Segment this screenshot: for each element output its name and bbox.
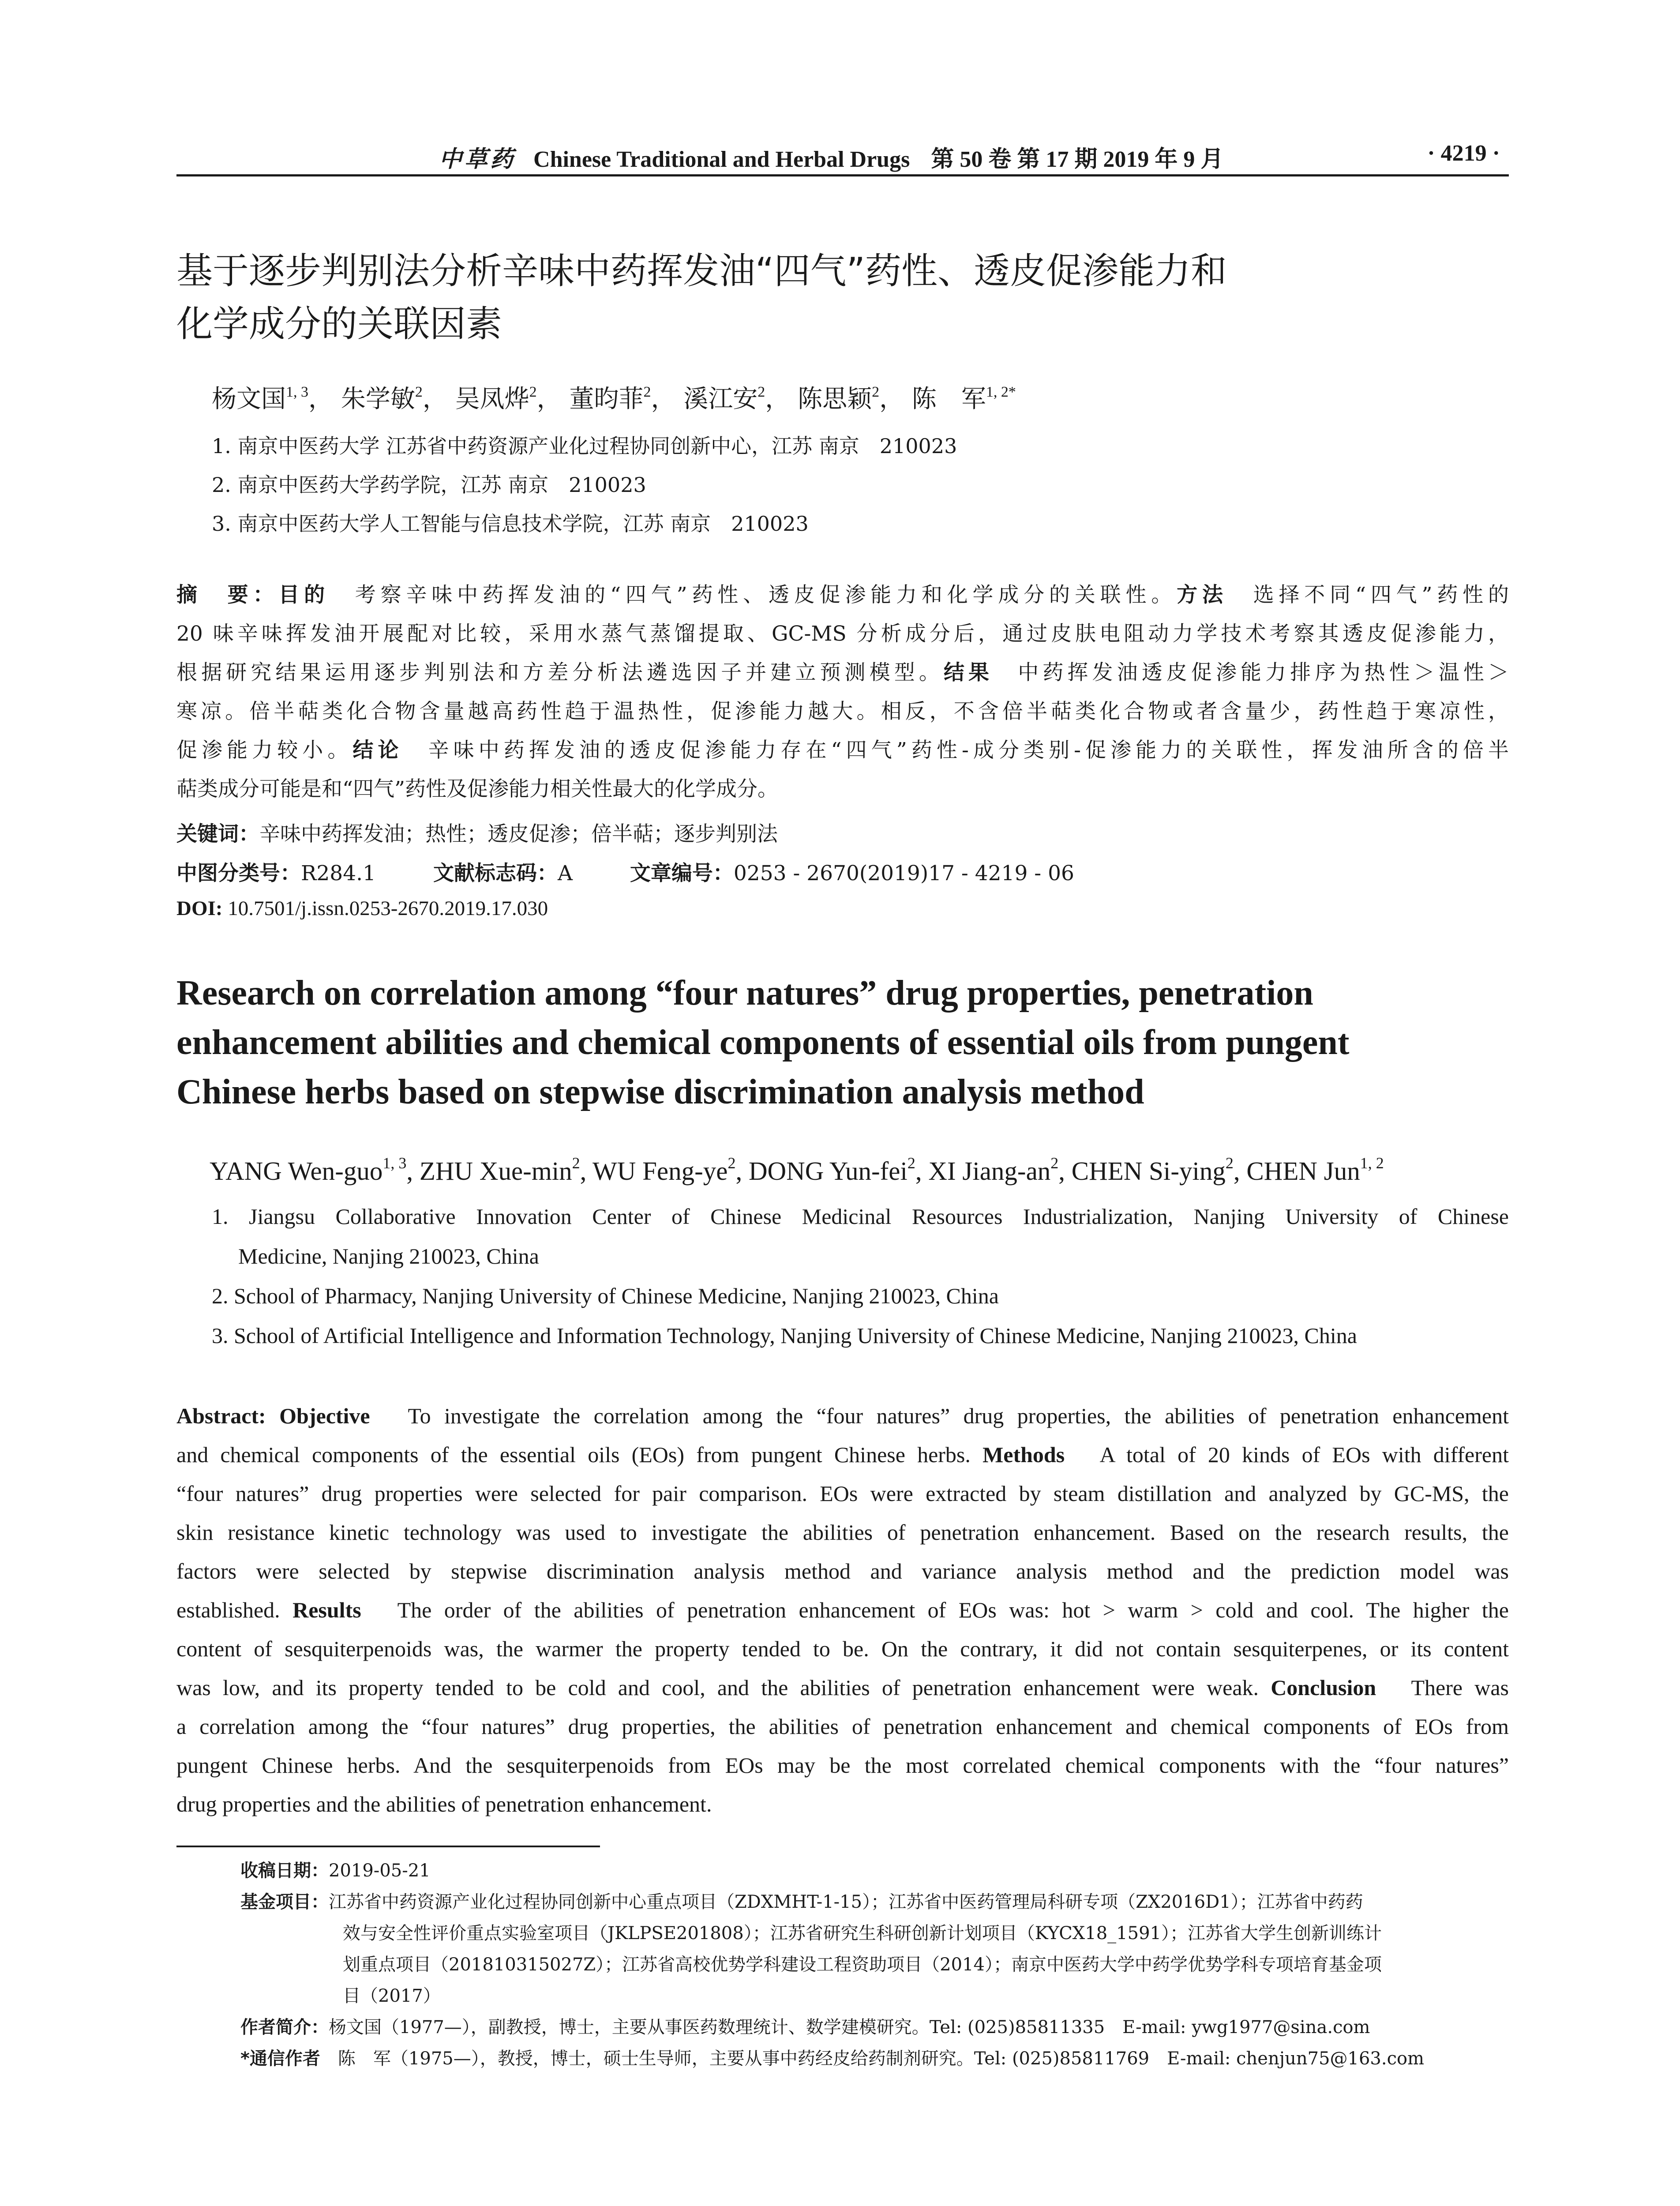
footnote-fund [240,1887,1509,2012]
cn-author-sup: 1, 2* [986,384,1016,400]
en-abstract-line [176,1591,1509,1629]
en-methods-label: Methods [982,1442,1065,1467]
keywords-label: 关键词： [176,822,259,846]
cn-objective-text: 考察辛味中药挥发油的“四气”药性、透皮促渗能力和化学成分的关联性。 [329,583,1177,607]
doi [176,896,548,920]
cn-abstract-label: 摘 要： [176,583,279,607]
cn-author: 杨文国 [212,385,286,413]
cn-author-sup: 2 [529,384,537,400]
cn-title [176,245,1509,351]
article-no-value: 0253 - 2670(2019)17 - 4219 - 06 [733,861,1074,885]
en-abstract-line: pungent Chinese herbs. And the sesquiterpenoids from EOs may be the most correlated chemical components with the “four natures” [176,1753,1509,1778]
cn-abstract-line [176,731,1509,770]
fund-line: 划重点项目（201810315027Z）；江苏省高校优势学科建设工程资助项目（2014）；南京中医药大学中药学优势学科专项培育基金项 [343,1955,1382,1975]
fund-line: 效与安全性评价重点实验室项目（JKLPSE201808）；江苏省研究生科研创新计划项目（KYCX18_1591）；江苏省大学生创新训练计 [343,1923,1382,1943]
received-label: 收稿日期： [240,1861,329,1881]
cn-author-sup: 2 [643,384,651,400]
footnotes [240,1855,1509,2075]
cn-author-sup: 2 [758,384,765,400]
cn-title-line: 化学成分的关联因素 [176,303,502,345]
en-abstract-line [176,1435,1509,1474]
cn-objective-label: 目的 [278,583,330,607]
cn-results-text: 中药挥发油透皮促渗能力排序为热性＞温性＞ [993,660,1509,685]
doc-code-value: A [557,861,573,885]
cn-results-label: 结果 [943,660,994,685]
en-title-line: Chinese herbs based on stepwise discrimination analysis method [176,1073,1144,1111]
en-author: ZHU Xue-min [419,1156,572,1186]
cn-author: 董昀菲 [569,385,644,413]
doi-label: DOI: [176,897,223,920]
en-author: DONG Yun-fei [748,1156,908,1186]
cn-title-line: 基于逐步判别法分析辛味中药挥发油“四气”药性、透皮促渗能力和 [176,250,1227,292]
fund-text: 江苏省中药资源产业化过程协同创新中心重点项目（ZDXMHT-1-15）；江苏省中医药管理局科研专项（ZX2016D1）；江苏省中药药 [329,1892,1363,1912]
clc-label: 中图分类号： [176,861,301,885]
en-abstract-text: There was [1376,1675,1509,1700]
en-author-sup: 1, 3 [382,1154,407,1172]
cn-affiliation-2: 2. 南京中医药大学药学院，江苏 南京 210023 [212,473,646,497]
en-results-label: Results [292,1598,361,1622]
page-number: · 4219 · [1427,141,1500,166]
author-bio-text: 杨文国（1977—），副教授，博士，主要从事医药数理统计、数学建模研究。Tel: (025)85811335 E-mail: ywg1977@sina.com [329,2017,1370,2037]
keywords-value: 辛味中药挥发油；热性；透皮促渗；倍半萜；逐步判别法 [259,822,778,846]
en-affiliation-1-cont: Medicine, Nanjing 210023, China [238,1244,539,1268]
cn-author-sup: 1, 3 [286,384,308,400]
received-value: 2019-05-21 [329,1861,431,1881]
corresponding-label: *通信作者 [240,2048,320,2069]
en-affiliation-1: 1. Jiangsu Collaborative Innovation Center of Chinese Medicinal Resources Industrialization, Nanjing University of Chinese [212,1204,1509,1229]
cn-abstract-line: 萜类成分可能是和“四气”药性及促渗能力相关性最大的化学成分。 [176,777,779,801]
en-abstract-line: content of sesquiterpenoids was, the warmer the property tended to be. On the contrary, it did not contain sesquiterpenes, or its content [176,1636,1509,1661]
journal-header [439,140,1223,173]
cn-author: 陈思颖 [798,385,872,413]
cn-classification [176,857,1074,886]
cn-abstract-line: 20 味辛味挥发油开展配对比较，采用水蒸气蒸馏提取、GC-MS 分析成分后，通过皮肤电阻动力学技术考察其透皮促渗能力， [176,622,1509,646]
footnote-corresponding [240,2043,1509,2075]
cn-affiliation-3: 3. 南京中医药大学人工智能与信息技术学院，江苏 南京 210023 [212,512,809,536]
footnote-author [240,2012,1509,2043]
cn-author: 朱学敏 [341,385,415,413]
header-rule [176,174,1509,176]
en-author-sup: 1, 2 [1360,1154,1384,1172]
footnote-rule [176,1846,600,1847]
en-abstract-text: To investigate the correlation among the “four natures” drug properties, the abilities of penetration enhancement [370,1403,1509,1428]
fund-label: 基金项目： [240,1892,329,1912]
en-abstract-line: drug properties and the abilities of penetration enhancement. [176,1792,712,1816]
en-author-sup: 2 [1225,1154,1234,1172]
cn-keywords [176,818,778,847]
journal-en-name: Chinese Traditional and Herbal Drugs [533,147,910,172]
en-abstract-line [176,1396,1509,1435]
en-author-sup: 2 [1050,1154,1059,1172]
cn-conclusion-text: 辛味中药挥发油的透皮促渗能力存在“四气”药性-成分类别-促渗能力的关联性，挥发油所含的倍半 [403,738,1509,762]
corresponding-text: 陈 军（1975—），教授，博士，硕士生导师，主要从事中药经皮给药制剂研究。Tel: (025)85811769 E-mail: chenjun75@163.com [320,2048,1425,2069]
doc-code-label: 文献标志码： [433,861,558,885]
en-abstract [176,1396,1509,1823]
issue-info: 第 50 卷 第 17 期 2019 年 9 月 [931,147,1224,172]
doi-value: 10.7501/j.issn.0253-2670.2019.17.030 [222,897,548,920]
en-author: YANG Wen-guo [210,1156,383,1186]
en-objective-label: Objective [266,1403,370,1428]
journal-cn-name: 中草药 [439,146,516,173]
cn-abstract-line [176,576,1509,615]
en-author-sup: 2 [572,1154,580,1172]
footnote-received [240,1855,1509,1887]
en-author-sup: 2 [728,1154,736,1172]
cn-author: 吴凤烨 [455,385,529,413]
en-author: CHEN Si-ying [1071,1156,1226,1186]
cn-methods-text: 选择不同“四气”药性的 [1227,583,1509,607]
cn-abstract-text: 促渗能力较小。 [176,738,353,762]
running-header [176,140,1509,176]
en-abstract-line: factors were selected by stepwise discrimination analysis method and variance analysis method and the prediction model was [176,1559,1509,1583]
article-no-label: 文章编号： [630,861,734,885]
cn-abstract-line: 寒凉。倍半萜类化合物含量越高药性趋于温热性，促渗能力越大。相反，不含倍半萜类化合物或者含量少，药性趋于寒凉性， [176,699,1509,724]
en-abstract-line [176,1668,1509,1707]
en-affiliation-2: 2. School of Pharmacy, Nanjing University of Chinese Medicine, Nanjing 210023, China [212,1283,999,1308]
en-title-line: Research on correlation among “four natures” drug properties, penetration [176,974,1313,1013]
cn-abstract-line [176,653,1509,692]
en-author: XI Jiang-an [928,1156,1051,1186]
cn-author: 溪江安 [683,385,758,413]
cn-abstract [176,576,1509,809]
en-abstract-text: and chemical components of the essential oils (EOs) from pungent Chinese herbs. [176,1442,983,1467]
en-affiliation-3: 3. School of Artificial Intelligence and Information Technology, Nanjing University of Chinese Medicine, Nanjing 210023, China [212,1323,1357,1348]
cn-abstract-text: 根据研究结果运用逐步判别法和方差分析法遴选因子并建立预测模型。 [176,660,944,685]
clc-value: R284.1 [301,861,376,885]
en-title [176,968,1526,1117]
en-conclusion-label: Conclusion [1271,1675,1376,1700]
fund-line: 目（2017） [343,1986,441,2006]
cn-author-sup: 2 [415,384,423,400]
en-author: WU Feng-ye [592,1156,728,1186]
en-abstract-text: The order of the abilities of penetration enhancement of EOs was: hot > warm > cold and cool. The higher the [361,1598,1509,1622]
en-author-list: YANG Wen-guo$^{1, 3}$, ZHU Xue-$\min^2$, WU Feng-$ye^2$, DONG Yun-fei$^2$, XI Jiang-$an^2$, CHEN Si-ying$^2$, CHEN Jun$^{1, 2}$ [210,1154,1384,1186]
en-title-line: enhancement abilities and chemical components of essential oils from pungent [176,1023,1350,1062]
cn-author-sup: 2 [872,384,880,400]
cn-author: 陈 军 [911,385,986,413]
en-abstract-line: a correlation among the “four natures” drug properties, the abilities of penetration enhancement and chemical components of EOs from [176,1714,1509,1739]
en-author: CHEN Jun [1246,1156,1360,1186]
en-abstract-line: “four natures” drug properties were selected for pair comparison. EOs were extracted by steam distillation and analyzed by GC-MS, the [176,1481,1509,1506]
en-abstract-text: established. [176,1598,293,1622]
en-author-sup: 2 [907,1154,915,1172]
cn-methods-label: 方法 [1177,583,1228,607]
fund-line [240,1887,1509,1918]
cn-author-list: 杨文国$^{1, 3}$， 朱学敏$^2$， 吴凤烨$^2$， 董昀菲$^2$， 溪江安$^2$， 陈思颖$^2$， 陈 军$^{1, 2*}$ [212,384,1016,413]
cn-conclusion-label: 结论 [352,738,403,762]
author-bio-label: 作者简介： [240,2017,329,2037]
en-abstract-label: Abstract: [176,1403,266,1428]
en-abstract-line: skin resistance kinetic technology was used to investigate the abilities of penetration enhancement. Based on the research results, the [176,1520,1509,1545]
en-abstract-text: was low, and its property tended to be cold and cool, and the abilities of penetration enhancement were weak. [176,1675,1271,1700]
cn-affiliation-1: 1. 南京中医药大学 江苏省中药资源产业化过程协同创新中心，江苏 南京 210023 [212,434,957,458]
en-abstract-text: A total of 20 kinds of EOs with different [1065,1442,1509,1467]
